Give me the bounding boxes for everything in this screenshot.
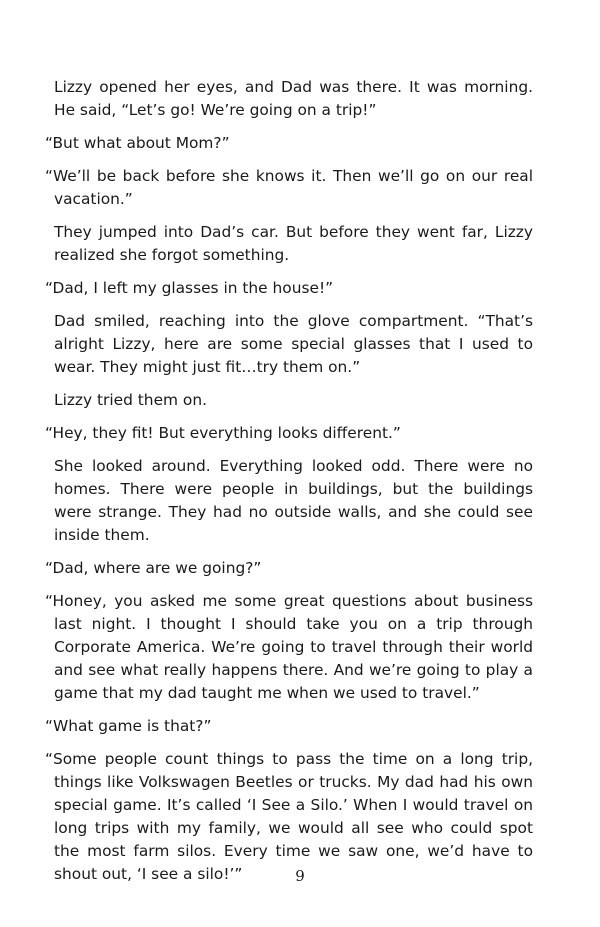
paragraph: “Honey, you asked me some great questions about business last night. I thought I should take you on a trip through Corporate America. We’re going to travel through their world and see what really happens there. And we’re going to play a game that my dad taught me when we used to travel.” [45, 592, 533, 702]
paragraph: Lizzy opened her eyes, and Dad was there. It was morning. He said, “Let’s go! We’re going on a trip!” [54, 78, 533, 119]
paragraph: “What game is that?” [45, 717, 212, 735]
paragraph: “But what about Mom?” [45, 134, 230, 152]
paragraph: “Dad, I left my glasses in the house!” [45, 279, 334, 297]
paragraph: She looked around. Everything looked odd. There were no homes. There were people in buildings, but the buildings were strange. They had no outside walls, and she could see inside them. [54, 457, 533, 544]
paragraph: “Some people count things to pass the time on a long trip, things like Volkswagen Beetles or trucks. My dad had his own special game. It’s called ‘I See a Silo.’ When I would travel on long trips with my family, we would all see who could spot the most farm silos. Every time we saw one, we’d have to shout out, ‘I see a silo!’” [45, 750, 533, 883]
paragraph: Dad smiled, reaching into the glove compartment. “That’s alright Lizzy, here are some special glasses that I used to wear. They might just fit…try them on.” [54, 312, 533, 376]
paragraph: “Dad, where are we going?” [45, 559, 262, 577]
page-body [45, 76, 533, 896]
paragraph: “We’ll be back before she knows it. Then we’ll go on our real vacation.” [45, 167, 533, 208]
page-number: 9 [295, 867, 305, 885]
paragraph: They jumped into Dad’s car. But before they went far, Lizzy realized she forgot something. [54, 223, 533, 264]
paragraph: “Hey, they fit! But everything looks different.” [45, 424, 401, 442]
paragraph: Lizzy tried them on. [54, 391, 207, 409]
